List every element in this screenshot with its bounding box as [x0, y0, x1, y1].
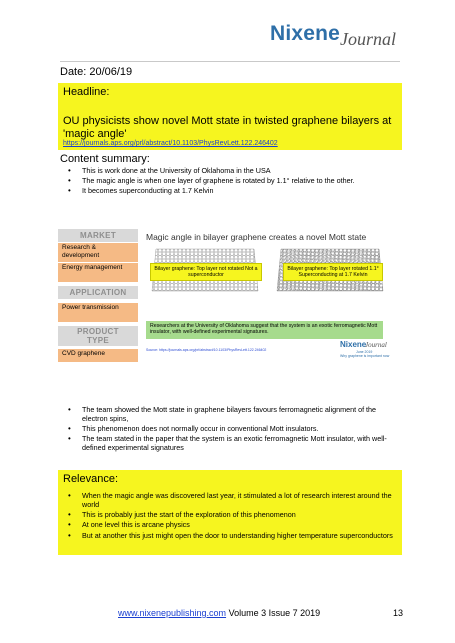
list-item: • When the magic angle was discovered last year, it stimulated a lot of research interest around the world: [60, 491, 398, 509]
product-item: CVD graphene: [58, 349, 138, 362]
category-panel: [58, 229, 138, 362]
summary-list: [60, 166, 400, 197]
application-heading: APPLICATION: [58, 286, 138, 299]
list-item: • The team stated in the paper that the system is an exotic ferromagnetic Mott insulator, with well-defined experimental signatures: [60, 434, 390, 452]
summary-title: Content summary:: [60, 153, 150, 165]
findings-list: [60, 405, 390, 454]
header-divider: [60, 61, 400, 62]
infographic-title: Magic angle in bilayer graphene creates a novel Mott state: [146, 232, 367, 242]
list-item: • The team showed the Mott state in graphene bilayers favours ferromagnetic alignment of the electron spins,: [60, 405, 390, 423]
headline-source-link[interactable]: https://journals.aps.org/prl/abstract/10.1103/PhysRevLett.122.246402: [63, 140, 278, 147]
market-heading: MARKET: [58, 229, 138, 242]
list-item: • At one level this is arcane physics: [60, 520, 398, 529]
brand-logo-nixene: Nixene: [270, 22, 341, 45]
publisher-link[interactable]: www.nixenepublishing.com: [118, 608, 227, 618]
relevance-list: [60, 491, 398, 541]
brand-logo-journal: Journal: [340, 29, 396, 49]
research-note: Researchers at the University of Oklahoma suggest that the system is an exotic ferromagnetic Mott insulator, with well-defined experimental signatures.: [146, 321, 383, 339]
infographic-logo-journal: Journal: [365, 341, 387, 349]
infographic-logo-tagline: Why graphene is important now: [340, 354, 390, 358]
infographic-source: Source: https://journals.aps.org/prl/abstract/10.1103/PhysRevLett.122.246402: [146, 348, 267, 352]
market-item: Research & development: [58, 243, 138, 262]
product-heading: PRODUCT TYPE: [58, 326, 138, 346]
relevance-title: Relevance:: [63, 473, 119, 485]
headline-text: OU physicists show novel Mott state in twisted graphene bilayers at 'magic angle': [63, 115, 392, 140]
infographic-logo-nixene: Nixene: [340, 340, 367, 349]
list-item: • The magic angle is when one layer of graphene is rotated by 1.1° relative to the other.: [60, 176, 400, 185]
list-item: • But at another this just might open the door to understanding higher temperature superconductors: [60, 531, 398, 540]
infographic-logo-date: June 2019: [356, 350, 373, 354]
list-item: • This is probably just the start of the exploration of this phenomenon: [60, 510, 398, 519]
page-number: 13: [393, 608, 404, 618]
market-item: Energy management: [58, 263, 138, 282]
application-item: Power transmission: [58, 303, 138, 322]
caption-rotated: Bilayer graphene: Top layer rotated 1.1° Superconducting at 1.7 Kelvin: [283, 263, 383, 281]
headline-label: Headline:: [63, 86, 110, 98]
list-item: • It becomes superconducting at 1.7 Kelvin: [60, 186, 400, 195]
article-date: Date: 20/06/19: [60, 66, 133, 78]
list-item: • This is work done at the University of Oklahoma in the USA: [60, 166, 400, 175]
issue-info: Volume 3 Issue 7 2019: [226, 608, 321, 618]
list-item: • This phenomenon does not normally occur in conventional Mott insulators.: [60, 424, 390, 433]
caption-unrotated: Bilayer graphene: Top layer not rotated Not a superconductor: [150, 263, 262, 281]
page-footer: [118, 608, 320, 618]
